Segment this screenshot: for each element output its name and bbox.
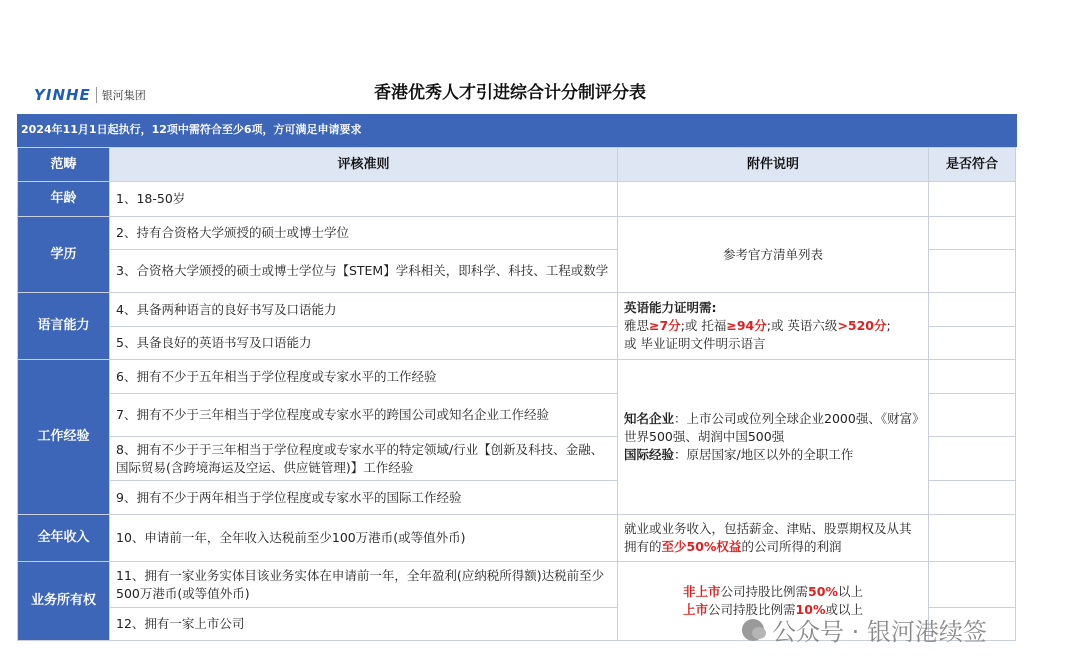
notes-income [618,515,929,562]
compliant-cell-10[interactable] [929,515,1016,562]
cet6-value: >520分 [837,318,887,333]
notes-age [618,182,929,217]
compliant-cell-9[interactable] [929,481,1016,515]
criterion-10: 10、申请前一年，全年收入达税前至少100万港币(或等值外币) [110,515,618,562]
language-note-heading: 英语能力证明需: [624,300,717,315]
criterion-8: 8、拥有不少于于三年相当于学位程度或专家水平的特定领域/行业【创新及科技、金融、国际贸易(含跨境海运及空运、供应链管理)】工作经验 [110,437,618,481]
criterion-12: 12、拥有一家上市公司 [110,608,618,641]
category-age: 年龄 [18,182,110,217]
scoring-table [17,147,1016,641]
notes-work [618,360,929,515]
page-title: 香港优秀人才引进综合计分制评分表 [374,83,646,103]
criterion-5: 5、具备良好的英语书写及口语能力 [110,327,618,360]
wechat-watermark [742,612,987,647]
logo-chinese-name: 银河集团 [96,87,146,103]
compliant-cell-8[interactable] [929,437,1016,481]
criterion-2: 2、持有合资格大学颁授的硕士或博士学位 [110,217,618,250]
score-separator: ; [886,318,891,333]
nonlisted-label: 非上市 [683,584,721,599]
listed-end: 或以上 [825,602,863,617]
header-row [18,148,1016,182]
language-note-diploma: 或 毕业证明文件明示语言 [624,336,766,351]
criterion-11: 11、拥有一家业务实体目该业务实体在申请前一年，全年盈利(应纳税所得额)达税前至少500万港币(或等值外币) [110,562,618,608]
compliant-cell-4[interactable] [929,293,1016,327]
compliant-cell-11[interactable] [929,562,1016,608]
header-category: 范畴 [18,148,110,182]
income-note-start: 就业或业务收入，包括薪金、津贴、股票期权及从其拥有的 [624,521,912,554]
intl-experience-label: 国际经验 [624,447,675,462]
header-criteria: 评核准则 [110,148,618,182]
nonlisted-mid: 公司持股比例需 [720,584,809,599]
requirement-banner: 2024年11月1日起执行，12项中需符合至少6项，方可满足申请要求 [17,114,1017,147]
category-education: 学历 [18,217,110,293]
intl-experience-note [624,446,922,464]
table-row [18,360,1016,394]
income-note-highlight: 至少50%权益 [661,539,742,554]
famous-company-note [624,410,922,446]
language-note-scores [624,317,922,335]
toefl-value: ≥94分 [726,318,767,333]
table-row [18,293,1016,327]
nonlisted-note [624,583,922,601]
header-notes: 附件说明 [618,148,929,182]
table-row [18,562,1016,608]
compliant-cell-7[interactable] [929,394,1016,437]
company-logo [34,86,146,104]
criterion-6: 6、拥有不少于五年相当于学位程度或专家水平的工作经验 [110,360,618,394]
ielts-label: 雅思 [624,318,650,333]
watermark-text: 公众号 · 银河港续签 [772,618,987,646]
logo-wordmark: YINHE [34,86,91,104]
famous-company-text: ：上市公司或位列全球企业2000强、《财富》世界500强、胡润中国500强 [624,411,919,444]
notes-education: 参考官方清单列表 [618,217,929,293]
nonlisted-end: 以上 [837,584,863,599]
listed-label: 上市 [683,602,709,617]
table-row [18,515,1016,562]
category-income: 全年收入 [18,515,110,562]
toefl-label: ;或 托福 [680,318,727,333]
famous-company-label: 知名企业 [624,411,675,426]
income-note-end: 的公司所得的利润 [741,539,842,554]
category-work: 工作经验 [18,360,110,515]
compliant-cell-5[interactable] [929,327,1016,360]
cet6-label: ;或 英语六级 [766,318,838,333]
compliant-cell-2[interactable] [929,217,1016,250]
notes-language [618,293,929,360]
compliant-cell-6[interactable] [929,360,1016,394]
listed-value: 10% [795,602,826,617]
intl-experience-text: ：原居国家/地区以外的全职工作 [674,447,854,462]
category-business: 业务所有权 [18,562,110,641]
wechat-icon [742,619,764,641]
listed-mid: 公司持股比例需 [708,602,796,617]
header-compliant: 是否符合 [929,148,1016,182]
criterion-4: 4、具备两种语言的良好书写及口语能力 [110,293,618,327]
table-row [18,182,1016,217]
category-language: 语言能力 [18,293,110,360]
criterion-7: 7、拥有不少于三年相当于学位程度或专家水平的跨国公司或知名企业工作经验 [110,394,618,437]
criterion-3: 3、合资格大学颁授的硕士或博士学位与【STEM】学科相关，即科学、科技、工程或数学 [110,250,618,293]
criterion-1: 1、18-50岁 [110,182,618,217]
ielts-value: ≥7分 [649,318,681,333]
compliant-cell-1[interactable] [929,182,1016,217]
nonlisted-value: 50% [808,584,838,599]
table-row [18,217,1016,250]
compliant-cell-3[interactable] [929,250,1016,293]
criterion-9: 9、拥有不少于两年相当于学位程度或专家水平的国际工作经验 [110,481,618,515]
